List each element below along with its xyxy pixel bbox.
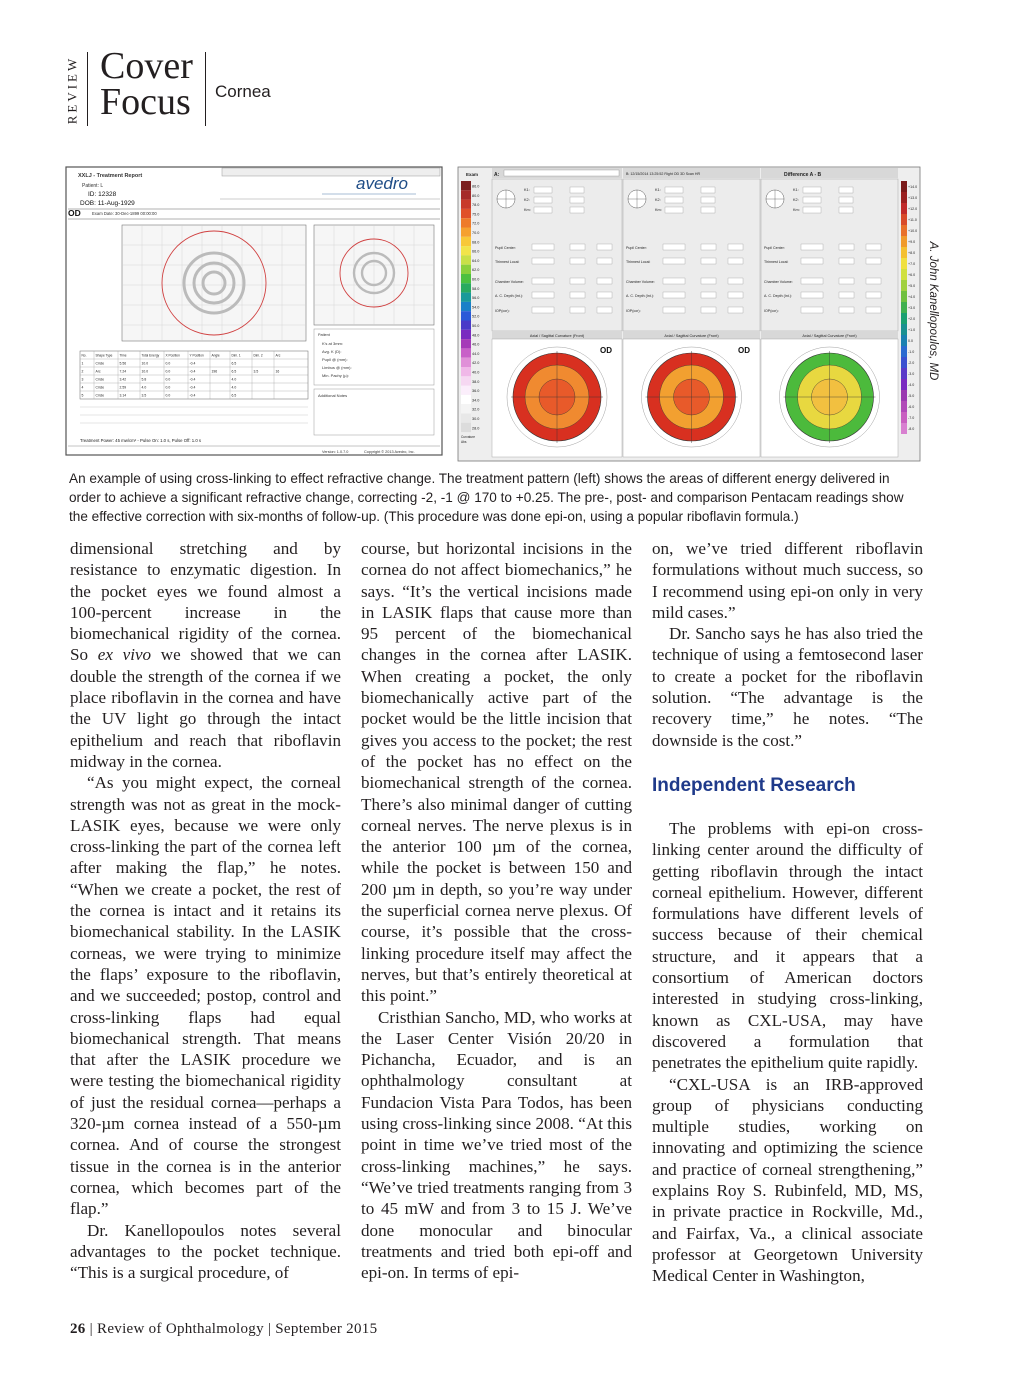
map-eye-label: OD — [600, 346, 612, 355]
scale-tick: 40.0 — [472, 370, 480, 375]
k-label: K1: — [655, 188, 661, 192]
title-line-2: Focus — [100, 81, 191, 123]
table-cell: -0.4 — [189, 385, 196, 390]
table-header: Dim. 1 — [231, 353, 241, 358]
scale-tick: 72.0 — [472, 221, 480, 226]
review-label — [64, 52, 84, 128]
scale-tick: 75.0 — [472, 212, 480, 217]
header-divider — [205, 52, 206, 126]
text-column-2 — [361, 538, 632, 1283]
paragraph: “As you might expect, the corneal strength was not as great in the mock-LASIK eyes, because we were only cross-linking the part of the cornea left after making the flap,” he notes. “When we create a pocket, the rest of the cornea is intact and it retains its biomechanical stability. In the LASIK corneas, we were trying to minimize the flaps’ exposure to the riboflavin, and we succeeded; postop, control and cross-linking flaps had equal biomechanical strength. That means that after the LASIK procedure we were testing the biomechanical rigidity of just the residual cornea—perhaps a 320-µm cornea instead of a 550-µm cornea. And of course the strongest tissue in the cornea is in the anterior cornea, which becomes part of the flap.” — [70, 773, 341, 1219]
italic-term: ex vivo — [97, 645, 152, 665]
scale-tick: 62.0 — [472, 268, 480, 273]
report-field: Avg. K (D): — [322, 349, 342, 354]
report-treatment-power: Treatment Power: 45 mw/cm² - Pulse On: 1.0 s, Pulse Off: 1.0 s — [80, 438, 202, 443]
exam-row-label: IOP(cor): — [764, 309, 779, 313]
table-cell: 10.0 — [141, 369, 149, 374]
paragraph: Dr. Kanellopoulos notes several advantages to the pocket technique. “This is a surgical procedure, of — [70, 1220, 341, 1283]
exam-row-label: Chamber Volume: — [495, 280, 524, 284]
table-cell: 0.0 — [165, 369, 171, 374]
scale-tick: 28.0 — [472, 426, 480, 431]
report-field: K's at 3mm: — [322, 341, 343, 346]
paragraph — [70, 538, 341, 772]
report-patient: Patient: L — [82, 183, 104, 189]
pentacam-columns — [492, 179, 898, 457]
k-label: K2: — [793, 198, 799, 202]
text-column-3 — [652, 538, 923, 1287]
scale-tick: -4.0 — [908, 383, 915, 387]
table-cell: 6.5 — [231, 369, 237, 374]
table-cell: 2 — [81, 369, 84, 374]
scale-tick: +5.0 — [908, 284, 916, 288]
table-cell: 4 — [81, 385, 84, 390]
table-cell: 0.0 — [165, 377, 171, 382]
table-cell: 1 — [81, 361, 84, 366]
report-field: Limbus @ (mm): — [322, 365, 352, 370]
paragraph-text: we showed that we can double the strength of the cornea if we place riboflavin in the cornea and have the UV light go through the intact epithelium and reach that riboflavin midway in the cornea. — [70, 645, 341, 771]
table-cell: 4.0 — [231, 385, 237, 390]
scale-tick: -7.0 — [908, 416, 915, 420]
table-cell: 10.0 — [141, 361, 149, 366]
footer-text: | Review of Ophthalmology | September 2015 — [85, 1321, 378, 1337]
table-cell: 3.42 — [119, 377, 127, 382]
table-header: Dim. 2 — [253, 353, 263, 358]
scale-tick: 48.0 — [472, 333, 480, 338]
treatment-report — [66, 167, 442, 455]
table-header: Y Position — [189, 353, 204, 358]
exam-row-label: IOP(cor): — [626, 309, 641, 313]
exam-row-label: A. C. Depth (Int.): — [495, 294, 523, 298]
subheading: Independent Research — [652, 774, 856, 796]
exam-row-label: Pupil Center: — [626, 246, 647, 250]
paragraph: course, but horizontal incisions in the cornea do not affect biomechanics,” he says. “It’s the vertical incisions made in LASIK flaps that cause more than 95 percent of the biomechanical changes in the cornea after LASIK. When creating a pocket, the only biomechanically active part of the pocket would be the little incision that gives you access to the pocket; the rest of the pocket has no effect on the biomechanical strength of the cornea. There’s also minimal danger of cutting corneal nerves. The nerve plexus is in the anterior 100 µm of the cornea, while the pocket is between 150 and 200 µm in depth, so you’re way under the superficial cornea nerve plexus. Of course, it’s possible that the cross-linking procedure itself may affect the nerves, but that’s entirely theoretical at this point.” — [361, 539, 632, 1006]
table-header: Time — [119, 353, 127, 358]
scale-tick: 38.0 — [472, 379, 480, 384]
scale-tick: +14.0 — [908, 185, 918, 189]
scale-tick: +6.0 — [908, 273, 916, 277]
exam-row-label: Pupil Center: — [764, 246, 785, 250]
map-title: Axial / Sagittal Curvature (Front) — [529, 334, 585, 338]
review-text: REVIEW — [64, 55, 80, 125]
paragraph-text: dimensional stretching and by resistance to enzymatic digestion. In the pocket eyes we found almost a 100-percent increase in the biomechanical rigidity of the cornea. So — [70, 539, 341, 665]
section-title — [100, 45, 193, 123]
figure-caption: An example of using cross-linking to effect refractive change. The treatment pattern (left) shows the areas of different energy delivered in order to achieve a significant refractive change, correcting -2, -1 @ 170 to +0.25. The pre-, post- and comparison Pentacam readings show the effective correction with six-months of follow-up. (This procedure was done epi-on, using a popular riboflavin formula.) — [69, 471, 904, 525]
scale-tick: +7.0 — [908, 262, 916, 266]
map-title: Axial / Sagittal Curvature (Front) — [664, 334, 719, 338]
scale-tick: 58.0 — [472, 286, 480, 291]
table-cell: 7.24 — [119, 369, 127, 374]
table-header: No. — [81, 353, 87, 358]
scale-footer: Abs — [461, 440, 467, 445]
table-cell: -0.4 — [189, 361, 196, 366]
header-divider — [87, 52, 88, 126]
scale-tick: 30.0 — [472, 417, 480, 421]
table-header: X Position — [165, 353, 180, 358]
scale-tick: +13.0 — [908, 196, 918, 200]
table-cell: 6.5 — [231, 361, 237, 366]
figure-image — [64, 165, 924, 465]
topic-label: Cornea — [215, 82, 271, 101]
title-line-1: Cover — [100, 45, 193, 87]
report-field: Min. Pachy (µ): — [322, 373, 349, 378]
table-cell: -0.4 — [189, 369, 196, 374]
scale-tick: 80.0 — [472, 193, 480, 198]
scale-tick: +8.0 — [908, 251, 916, 255]
report-copyright: Copyright © 2013 Avedro, Inc. — [364, 450, 415, 454]
k-label: Km: — [655, 208, 662, 212]
scale-tick: 56.0 — [472, 296, 480, 301]
scale-tick: -1.0 — [908, 350, 915, 354]
panel-c-label: Difference A - B — [784, 172, 822, 178]
page-number: 26 — [70, 1321, 86, 1337]
scale-footer: Curvature — [461, 435, 475, 440]
pentacam-column — [492, 179, 622, 457]
scale-tick: 54.0 — [472, 305, 480, 310]
scale-tick: 60.0 — [472, 277, 480, 282]
scale-tick: 86.0 — [472, 184, 480, 189]
table-cell: 6.5 — [231, 393, 237, 398]
scale-tick: -6.0 — [908, 405, 915, 409]
exam-row-label: Chamber Volume: — [764, 280, 793, 284]
text-column-1 — [70, 538, 341, 1283]
scale-tick: +4.0 — [908, 295, 916, 299]
k-label: K1: — [793, 188, 799, 192]
k-label: Km: — [793, 208, 800, 212]
paragraph: Dr. Sancho says he has also tried the technique of using a femtosecond laser to create a pocket for the riboflavin solution. “The advantage is the recovery time,” he notes. “The downside is the cost.” — [652, 624, 923, 750]
k-label: K1: — [524, 188, 530, 192]
k-label: K2: — [655, 198, 661, 202]
scale-tick: -8.0 — [908, 427, 915, 431]
table-cell: 5.8 — [141, 377, 147, 382]
scale-tick: +10.0 — [908, 229, 918, 233]
paragraph: The problems with epi-on cross-linking center around the difficulty of getting riboflavin through the intact corneal epithelium. However, different formulations have different levels of success because of their chemical structure, and it appears that a consortium of American doctors interested in studying cross-linking, known as CXL-USA, may have discovered a formulation that penetrates the epithelium quite rapidly. — [652, 818, 923, 1073]
exam-row-label: Thinnest Local: — [764, 260, 789, 264]
scale-tick: 52.0 — [472, 314, 480, 319]
scale-tick: 78.0 — [472, 203, 480, 208]
exam-row-label: Chamber Volume: — [626, 280, 655, 284]
scale-tick: 66.0 — [472, 249, 480, 254]
paragraph: on, we’ve tried different riboflavin formulations without much success, so I recommend using epi-on only in very mild cases.” — [652, 539, 923, 622]
figure — [64, 165, 924, 465]
table-cell: 5 — [81, 393, 84, 398]
scale-tick: +1.0 — [908, 328, 916, 332]
scale-tick: 70.0 — [472, 231, 480, 235]
map-eye-label: OD — [738, 346, 750, 355]
scale-tick: +3.0 — [908, 306, 916, 310]
table-cell: -0.4 — [189, 393, 196, 398]
scale-tick: -3.0 — [908, 372, 915, 376]
report-dob: DOB: 11-Aug-1929 — [80, 200, 135, 207]
exam-row-label: Thinnest Local: — [626, 260, 651, 264]
table-cell: 4.0 — [141, 385, 147, 390]
scale-tick: +2.0 — [908, 317, 916, 321]
table-cell: 16 — [275, 369, 280, 374]
table-cell: 3.5 — [253, 369, 259, 374]
report-field: Pupil @ (mm): — [322, 357, 348, 362]
report-version: Version: 1.0.7.0 — [322, 450, 349, 454]
pentacam-comparison — [458, 167, 920, 461]
map-title: Axial / Sagittal Curvature (Front) — [802, 334, 857, 338]
avedro-logo: avedro — [356, 174, 408, 193]
scale-tick: +11.0 — [908, 218, 917, 222]
table-cell: Circle — [95, 361, 105, 366]
paragraph: “CXL-USA is an IRB-approved group of physicians conducting multiple studies, working on innovating and optimizing the science and practice of corneal strengthening,” explains Roy S. Rubinfeld, MD, MS, in private practice in Rockville, Md., and Fairfax, Va., a clinical associate professor at Georgetown University Medical Center in Washington, — [652, 1074, 923, 1286]
page-footer — [70, 1321, 377, 1338]
exam-row-label: IOP(cor): — [495, 309, 510, 313]
table-cell: 3 — [81, 377, 84, 382]
table-cell: 0.0 — [165, 385, 171, 390]
table-header: Arc — [275, 353, 281, 358]
photo-credit-text: A. John Kanellopoulos, MD — [927, 241, 939, 381]
table-cell: 3.5 — [141, 393, 147, 398]
scale-tick: 64.0 — [472, 258, 480, 263]
table-header: Total Energy — [141, 353, 160, 358]
scale-tick: 34.0 — [472, 398, 480, 403]
table-header: Shape Type — [95, 353, 113, 358]
panel-a-label: A: — [494, 172, 500, 178]
report-exam-date: Exam Date: 30-Dec-1899 00:00:00 — [92, 211, 157, 216]
table-header: Angle — [211, 353, 220, 358]
exam-row-label: Pupil Center: — [495, 246, 516, 250]
table-cell: Circle — [95, 377, 105, 382]
exam-row-label: A. C. Depth (Int.): — [764, 294, 792, 298]
exam-row-label: Thinnest Local: — [495, 260, 520, 264]
photo-credit — [918, 170, 940, 460]
report-notes: Additional Notes — [318, 393, 348, 398]
k-label: K2: — [524, 198, 530, 202]
scale-tick: 32.0 — [472, 407, 480, 412]
report-title: XXLJ - Treatment Report — [78, 173, 143, 179]
paragraph: Cristhian Sancho, MD, who works at the Laser Center Visión 20/20 in Pichancha, Ecuador, and is an ophthalmology consultant at Fundacion Vista Para Todos, has been using cross-linking since 2008. “At this point in time we’ve tried most of the cross-linking machines,” he says. “We’ve tried treatments ranging from 3 to 45 mW and from 3 to 15 J. We’ve done monocular and binocular treatments and tried both epi-off and epi-on. In terms of epi- — [361, 1007, 633, 1283]
scale-tick: 42.0 — [472, 361, 480, 366]
table-cell: 4.0 — [231, 377, 237, 382]
scale-tick: 44.0 — [472, 351, 480, 356]
panel-b-date: B: 12/15/2014 13:25:52 Right OD 3D Scan HR — [626, 172, 701, 176]
scale-tick: +9.0 — [908, 240, 916, 244]
table-cell: Circle — [95, 385, 105, 390]
scale-tick: 46.0 — [472, 342, 480, 347]
pentacam-column — [761, 179, 898, 457]
svg-text:Patient: Patient — [318, 333, 330, 337]
k-label: Km: — [524, 208, 531, 212]
table-cell: 3.14 — [119, 393, 127, 398]
scale-tick: 36.0 — [472, 389, 480, 394]
scale-tick: -5.0 — [908, 394, 915, 398]
table-cell: 5.56 — [119, 361, 127, 366]
scale-tick: +12.0 — [908, 207, 918, 211]
exam-label: Exam — [466, 172, 479, 177]
exam-row-label: A. C. Depth (Int.): — [626, 294, 654, 298]
table-cell: 196 — [211, 369, 218, 374]
table-cell: 0.0 — [165, 361, 171, 366]
table-cell: -0.4 — [189, 377, 196, 382]
table-cell: Arc — [95, 369, 101, 374]
report-eye: OD — [68, 208, 81, 218]
table-cell: Circle — [95, 393, 105, 398]
scale-tick: 50.0 — [472, 324, 480, 328]
table-cell: 2.59 — [119, 385, 127, 390]
scale-tick: 0.0 — [908, 339, 913, 343]
pentacam-column — [623, 179, 760, 457]
table-cell: 0.0 — [165, 393, 171, 398]
scale-tick: 68.0 — [472, 240, 480, 245]
scale-tick: -2.0 — [908, 361, 915, 365]
report-id: ID: 12328 — [88, 191, 117, 198]
